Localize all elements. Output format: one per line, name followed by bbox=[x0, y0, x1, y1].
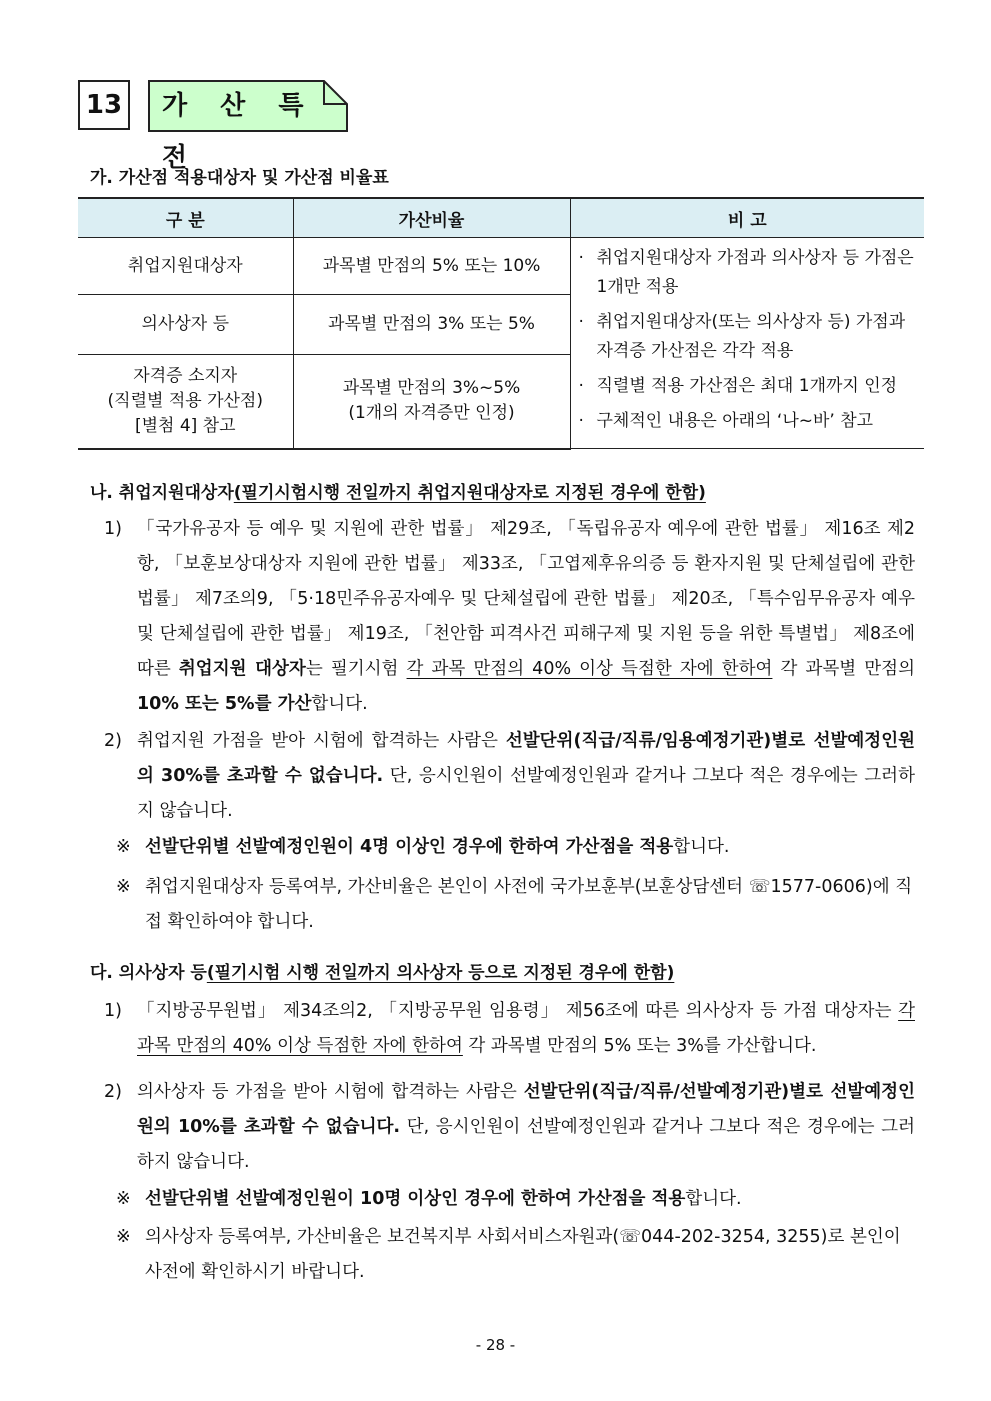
na-mark-2: 취업지원대상자 등록여부, 가산비율은 본인이 사전에 국가보훈부(보훈상담센터 ☏1577-0606)에 직접 확인하여야 합니다. bbox=[145, 877, 913, 932]
cell-ratio: 과목별 만점의 3% 또는 5% bbox=[293, 295, 570, 355]
heading-ga: 가. 가산점 적용대상자 및 가산점 비율표 bbox=[90, 168, 389, 188]
table-header-row bbox=[78, 198, 924, 238]
header-ratio: 가산비율 bbox=[293, 198, 570, 238]
cell-category bbox=[78, 355, 293, 449]
na-mark-1-tail: 합니다. bbox=[673, 837, 730, 857]
da-p1-tail: 각 과목별 만점의 5% 또는 3%를 가산합니다. bbox=[462, 1036, 817, 1056]
na-p2-text bbox=[137, 724, 915, 829]
na-mark-1-bold: 선발단위별 선발예정인원이 4명 이상인 경우에 한하여 가산점을 적용 bbox=[145, 837, 674, 857]
da-mark-2-symbol: ※ bbox=[116, 1227, 131, 1247]
da-mark-1-symbol: ※ bbox=[116, 1189, 131, 1209]
page-number: - 28 - bbox=[475, 1336, 516, 1354]
na-p1-target: 취업지원 대상자 bbox=[178, 659, 306, 679]
header-note: 비 고 bbox=[570, 198, 924, 238]
da-p2-limit: 선발단위(직급/직류/선발예정기관)별로 선발예정인원의 10%를 초과할 수 없습니다. bbox=[137, 1082, 915, 1137]
na-p2-number: 2) bbox=[104, 731, 122, 751]
cell-category: 의사상자 등 bbox=[78, 295, 293, 355]
bullet: · bbox=[578, 248, 584, 268]
da-mark-1-tail: 합니다. bbox=[685, 1189, 742, 1209]
na-p2-tail: 단, 응시인원이 선발예정인원과 같거나 그보다 적은 경우에는 그러하지 않습니다. bbox=[137, 766, 915, 821]
na-p1-end: 합니다. bbox=[311, 694, 368, 714]
da-mark-2: 의사상자 등록여부, 가산비율은 보건복지부 사회서비스자원과(☏044-202-3254, 3255)로 본인이 사전에 확인하시기 바랍니다. bbox=[145, 1227, 901, 1282]
section-number: 13 bbox=[78, 80, 130, 130]
na-p1-mid2: 각 과목별 만점의 bbox=[772, 659, 915, 679]
note-item bbox=[579, 372, 921, 401]
heading-da-prefix: 다. 의사상자 등 bbox=[90, 963, 207, 983]
note-text: 직렬별 적용 가산점은 최대 1개까지 인정 bbox=[596, 376, 898, 396]
da-p1-text bbox=[137, 994, 915, 1064]
na-p1-mid: 는 필기시험 bbox=[305, 659, 407, 679]
table-row bbox=[78, 238, 924, 295]
da-p1-condition: 각 과목 만점의 40% 이상 득점한 자에 한하여 bbox=[137, 1001, 915, 1056]
cell-category: 취업지원대상자 bbox=[78, 238, 293, 295]
note-item bbox=[579, 407, 921, 436]
note-text: 구체적인 내용은 아래의 ‘나~바’ 참고 bbox=[596, 411, 874, 431]
na-p2-limit: 선발단위(직급/직류/임용예정기관)별로 선발예정인원의 30%를 초과할 수 없습니다. bbox=[137, 731, 916, 786]
category-line: [별첨 4] 참고 bbox=[134, 415, 236, 436]
da-p1-lead: 「지방공무원법」 제34조의2, 「지방공무원 임용령」 제56조에 따른 의사상자 등 가점 대상자는 bbox=[137, 1001, 899, 1021]
na-p1-text bbox=[137, 512, 915, 722]
category-line: (직렬별 적용 가산점) bbox=[107, 390, 263, 411]
heading-na bbox=[90, 478, 706, 503]
na-p1-condition: 각 과목 만점의 40% 이상 득점한 자에 한하여 bbox=[406, 659, 773, 679]
da-p2-tail: 단, 응시인원이 선발예정인원과 같거나 그보다 적은 경우에는 그러하지 않습니다. bbox=[137, 1117, 915, 1172]
na-mark-1-symbol: ※ bbox=[116, 837, 131, 857]
na-p1-number: 1) bbox=[104, 519, 122, 539]
da-p2-text bbox=[137, 1075, 915, 1180]
heading-da bbox=[90, 958, 674, 983]
section-title-box bbox=[148, 80, 348, 173]
da-mark-1 bbox=[145, 1182, 915, 1217]
note-text: 취업지원대상자(또는 의사상자 등) 가점과 자격증 가산점은 각각 적용 bbox=[596, 312, 906, 361]
da-p2-lead: 의사상자 등 가점을 받아 시험에 합격하는 사람은 bbox=[137, 1082, 524, 1102]
na-mark-2-symbol: ※ bbox=[116, 877, 131, 897]
note-text: 취업지원대상자 가점과 의사상자 등 가점은 1개만 적용 bbox=[596, 248, 914, 297]
cell-ratio: 과목별 만점의 5% 또는 10% bbox=[293, 238, 570, 295]
na-p1-rate: 10% 또는 5%를 가산 bbox=[137, 694, 312, 714]
header-category: 구 분 bbox=[78, 198, 293, 238]
da-p1-number: 1) bbox=[104, 1001, 122, 1021]
heading-da-condition: (필기시험 시행 전일까지 의사상자 등으로 지정된 경우에 한함) bbox=[206, 963, 675, 983]
na-mark-1 bbox=[145, 830, 915, 865]
heading-na-prefix: 나. 취업지원대상자 bbox=[90, 483, 234, 503]
heading-na-condition: (필기시험시행 전일까지 취업지원대상자로 지정된 경우에 한함) bbox=[233, 483, 706, 503]
da-mark-1-bold: 선발단위별 선발예정인원이 10명 이상인 경우에 한하여 가산점을 적용 bbox=[145, 1189, 686, 1209]
ratio-line: 과목별 만점의 3%~5% bbox=[342, 378, 521, 399]
cell-notes bbox=[570, 238, 924, 449]
section-title: 가 산 특 전 bbox=[162, 91, 316, 173]
bullet: · bbox=[578, 376, 584, 396]
na-p1-laws: 「국가유공자 등 예우 및 지원에 관한 법률」 제29조, 「독립유공자 예우에 관한 법률」 제16조 제2항, 「보훈보상대상자 지원에 관한 법률」 제33조, 「고엽제후유의증 등 환자지원 및 단체설립에 관한 법률」 제7조의9, 「5·18민주유공자예우 및 단체설립에 관한 법률」 제20조, 「특수임무유공자 예우 및 단체설립에 관한 법률」 제19조, 「천안함 피격사건 피해구제 및 지원 등을 위한 특별법」 제8조에 따른 bbox=[137, 519, 915, 679]
bonus-ratio-table bbox=[78, 197, 924, 450]
da-p2-number: 2) bbox=[104, 1082, 122, 1102]
note-item bbox=[579, 244, 921, 302]
na-p2-lead: 취업지원 가점을 받아 시험에 합격하는 사람은 bbox=[137, 731, 506, 751]
ratio-line: (1개의 자격증만 인정) bbox=[348, 403, 515, 424]
category-line: 자격증 소지자 bbox=[133, 365, 238, 386]
bullet: · bbox=[578, 411, 584, 431]
cell-ratio bbox=[293, 355, 570, 449]
bullet: · bbox=[578, 312, 584, 332]
note-item bbox=[579, 308, 921, 366]
